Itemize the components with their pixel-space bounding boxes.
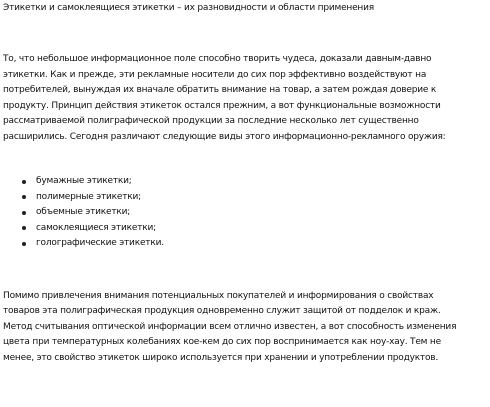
bullet-icon [22,226,26,230]
list-item-text: самоклеящиеся этикетки; [36,222,156,233]
list-item-text: бумажные этикетки; [36,176,132,186]
intro-paragraph: То, что небольшое информационное поле способно творить чудеса, доказали давным-давно этикетки. Как и прежде, эти рекламные носители до сих пор эффективно воздействуют на потребителей, вынуждая их вначале обратить внимание на товар, а затем рождая доверие к продукту. Принцип действия этикеток остался прежним, а вот функциональные возможности рассматриваемой полиграфической продукции за последние несколько лет существенно расширились. Сегодня различают следующие виды этого информационно-рекламного оружия: [3,54,446,142]
list-item-text: полимерные этикетки; [36,191,141,202]
bullet-icon [22,211,26,215]
list-item [3,205,460,221]
list-item [3,221,460,237]
list-item [3,236,460,252]
document-title: Этикетки и самоклеящиеся этикетки – их разновидности и области применения [3,3,374,13]
bullet-icon [22,180,26,184]
label-types-list [3,174,460,252]
list-item [3,190,460,206]
list-item [3,174,460,190]
closing-paragraph: Помимо привлечения внимания потенциальных покупателей и информирования о свойствах товаров эта полиграфическая продукция одновременно служит защитой от подделок и краж. Метод считывания оптической информации всем отлично известен, а вот способность изменения цвета при температурных колебаниях кое-кем до сих пор воспринимается как ноу-хау. Тем не менее, это свойство этикеток широко используется при хранении и употреблении продуктов. [3,290,457,363]
list-item-text: голографические этикетки. [36,238,164,248]
list-item-text: объемные этикетки; [36,207,131,217]
bullet-icon [22,242,26,246]
bullet-icon [22,195,26,199]
